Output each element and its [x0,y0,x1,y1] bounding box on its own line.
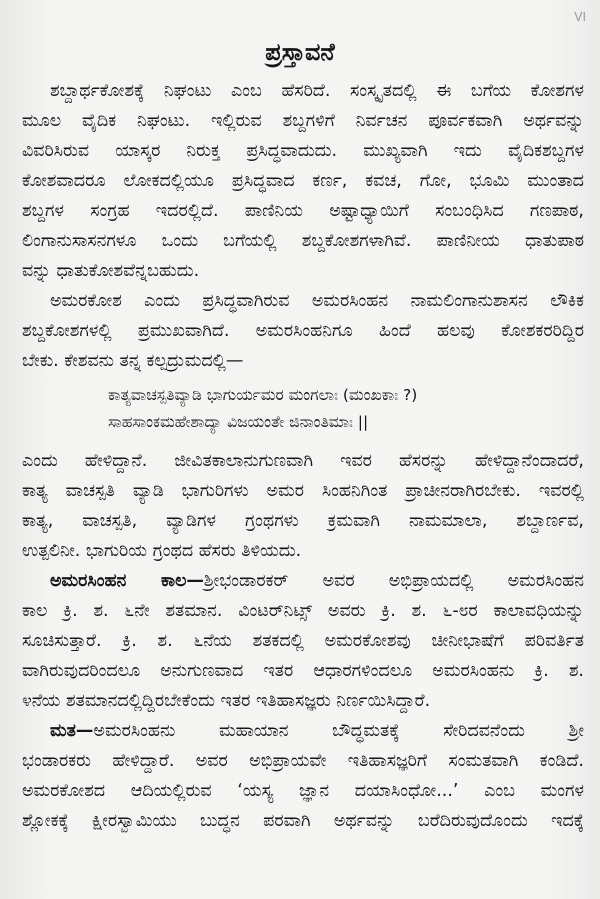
paragraph-1 [22,76,584,286]
text-line: ೪ನೆಯ ಶತಮಾನದಲ್ಲಿದ್ದಿರಬೇಕೆಂದು ಇತರ ಇತಿಹಾಸಜ್ಞರು ನಿರ್ಣಯಿಸಿದ್ದಾರೆ. [22,691,431,711]
page-number: VI [574,10,586,24]
paragraph-3 [22,446,584,566]
text-line: ಬೇಕು. ಕೇಶವನು ತನ್ನ ಕಲ್ಪದ್ರುಮದಲ್ಲಿ— [22,351,244,371]
text-line: ಕಾತ್ಯ, ವಾಚಸ್ಪತಿ, ವ್ಯಾಡಿಗಳ ಗ್ರಂಥಗಳು ಕ್ರಮವಾಗಿ ನಾಮಮಾಲಾ, ಶಬ್ದಾರ್ಣವ, [22,511,584,531]
verse-quote [22,382,584,436]
text-line: ಲಿಂಗಾನುಸಾಸನಗಳೂ ಒಂದು ಬಗೆಯಲ್ಲಿ ಶಬ್ದಕೋಶಗಳಾಗಿವೆ. ಪಾಣಿನೀಯ ಧಾತುಪಾಠ [22,231,584,251]
text-line: ಎಂದು ಹೇಳಿದ್ದಾನೆ. ಜೀವಿತಕಾಲಾನುಗುಣವಾಗಿ ಇವರ ಹೆಸರನ್ನು ಹೇಳಿದ್ದಾನೆಂದಾದರೆ, [22,451,584,471]
text-line [22,566,584,596]
text-line: ಉತ್ಪಲಿನೀ. ಭಾಗುರಿಯ ಗ್ರಂಥದ ಹೆಸರು ತಿಳಿಯದು. [22,541,302,561]
text-line: ವಾಗಿರುವುದರಿಂದಲೂ ಅನುಗುಣವಾದ ಇತರ ಆಧಾರಗಳಿಂದಲೂ ಅಮರಸಿಂಹನು ಕ್ರಿ. ಶ. [22,661,584,681]
page-body [22,76,584,836]
text-line: ಕೋಶವಾದರೂ ಲೋಕದಲ್ಲಿಯೂ ಪ್ರಸಿದ್ಧವಾದ ಕರ್ಣ, ಕವಚ, ಗೋ, ಭೂಮಿ ಮುಂತಾದ [22,171,584,191]
verse-line: ಕಾತ್ಯವಾಚಸ್ಪತಿವ್ಯಾಡಿ ಭಾಗುರ್ಯಮರ ಮಂಗಲಾಃ (ಮಂಖಕಾಃ ?) [108,386,418,404]
paragraph-5 [22,716,584,836]
page-title: ಪ್ರಸ್ತಾವನೆ [265,38,335,66]
section-heading-religion: ಮತ— [50,721,94,741]
text-line: ವನ್ನು ಧಾತುಕೋಶವೆನ್ನಬಹುದು. [22,261,200,281]
text-line: ಭಂಡಾರಕರು ಹೇಳಿದ್ದಾರೆ. ಅವರ ಅಭಿಪ್ರಾಯವೇ ಇತಿಹಾಸಜ್ಞರಿಗೆ ಸಂಮತವಾಗಿ ಕಂಡಿದೆ. [22,751,584,771]
text-line: ವಿವರಿಸಿರುವ ಯಾಸ್ಕರ ನಿರುಕ್ತ ಪ್ರಸಿದ್ಧವಾದುದು. ಮುಖ್ಯವಾಗಿ ಇದು ವೈದಿಕಶಬ್ದಗಳ [22,141,584,161]
text-line: ಅಮರಕೋಶದ ಆದಿಯಲ್ಲಿರುವ ‘ಯಸ್ಯ ಜ್ಞಾನ ದಯಾಸಿಂಧೋ...’ ಎಂಬ ಮಂಗಳ [22,781,584,801]
text-line: ಕಾತ್ಯ ವಾಚಸ್ಪತಿ ವ್ಯಾಡಿ ಭಾಗುರಿಗಳು ಅಮರ ಸಿಂಹನಿಗಿಂತ ಪ್ರಾಚೀನರಾಗಿರಬೇಕು. ಇವರಲ್ಲಿ [22,481,584,501]
text-line: ಶಬ್ದಗಳ ಸಂಗ್ರಹ ಇದರಲ್ಲಿದೆ. ಪಾಣಿನಿಯ ಅಷ್ಟಾಧ್ಯಾಯಿಗೆ ಸಂಬಂಧಿಸಿದ ಗಣಪಾಠ, [22,201,584,221]
text-line: ಕಾಲ ಕ್ರಿ. ಶ. ೬ನೇ ಶತಮಾನ. ವಿಂಟರ್‌ನಿಟ್ಸ್ ಅವರು ಕ್ರಿ. ಶ. ೬-೮ರ ಕಾಲಾವಧಿಯನ್ನು [22,601,584,621]
text-span: ಅಮರಸಿಂಹನು ಮಹಾಯಾನ ಬೌದ್ಧಮತಕ್ಕೆ ಸೇರಿದವನೆಂದು ಶ್ರೀ [93,721,584,741]
text-line: ಸೂಚಿಸುತ್ತಾರೆ. ಕ್ರಿ. ಶ. ೬ನೆಯ ಶತಕದಲ್ಲಿ ಅಮರಕೋಶವು ಚೀನೀಭಾಷೆಗೆ ಪರಿವರ್ತಿತ [22,631,584,651]
verse-line: ಸಾಹಸಾಂಕಮಹೇಶಾದ್ಯಾ ವಿಜಯಂತೇ ಜಿನಾಂತಿಮಾಃ || [108,413,369,431]
text-line: ಮೂಲ ವೈದಿಕ ನಿಘಂಟು. ಇಲ್ಲಿರುವ ಶಬ್ದಗಳಿಗೆ ನಿರ್ವಚನ ಪೂರ್ವಕವಾಗಿ ಅರ್ಥವನ್ನು [22,111,584,131]
text-line: ಶಬ್ದಕೋಶಗಳಲ್ಲಿ ಪ್ರಮುಖವಾಗಿದೆ. ಅಮರಸಿಂಹನಿಗೂ ಹಿಂದೆ ಹಲವು ಕೋಶಕರರಿದ್ದಿರ [22,321,584,341]
text-line: ಶ್ಲೋಕಕ್ಕೆ ಕ್ಷೀರಸ್ವಾಮಿಯು ಬುದ್ಧನ ಪರವಾಗಿ ಅರ್ಥವನ್ನು ಬರೆದಿರುವುದೊಂದು ಇದಕ್ಕೆ [22,811,584,831]
paragraph-4 [22,566,584,716]
text-line: ಅಮರಕೋಶ ಎಂದು ಪ್ರಸಿದ್ಧವಾಗಿರುವ ಅಮರಸಿಂಹನ ನಾಮಲಿಂಗಾನುಶಾಸನ ಲೌಕಿಕ [50,291,584,311]
text-line [22,716,584,746]
paragraph-2 [22,286,584,376]
text-span: ಶ್ರೀಭಂಡಾರಕರ್ ಅವರ ಅಭಿಪ್ರಾಯದಲ್ಲಿ ಅಮರಸಿಂಹನ [203,571,584,591]
section-heading-period: ಅಮರಸಿಂಹನ ಕಾಲ— [50,571,204,591]
text-line: ಶಬ್ದಾರ್ಥಕೋಶಕ್ಕೆ ನಿಘಂಟು ಎಂಬ ಹೆಸರಿದೆ. ಸಂಸ್ಕೃತದಲ್ಲಿ ಈ ಬಗೆಯ ಕೋಶಗಳ [50,81,584,101]
